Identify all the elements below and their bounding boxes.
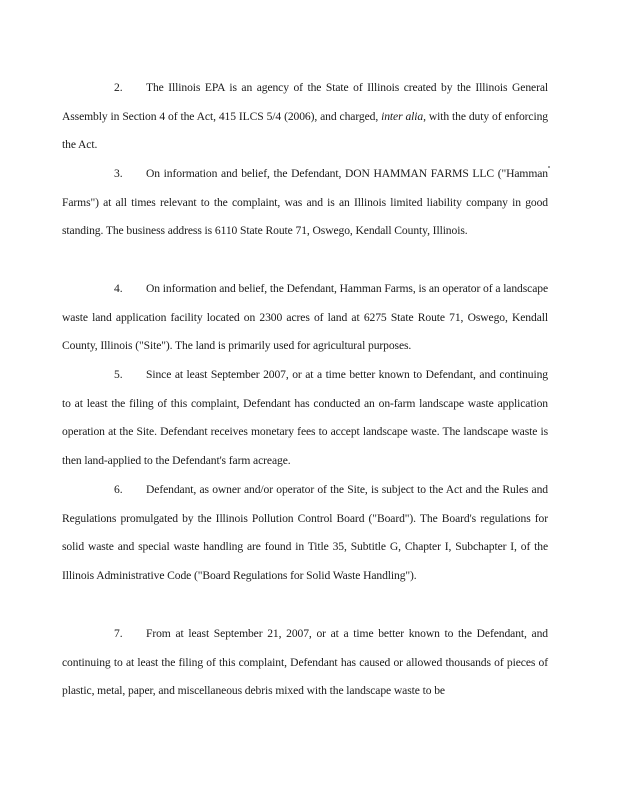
paragraph-7 — [62, 620, 548, 706]
paragraph-text: On information and belief, the Defendant, Hamman Farms, is an operator of a landscape waste land application facility located on 2300 acres of land at 6275 State Route 71, Oswego, Kendall County, Illinois ("Site"). The land is primarily used for agricultural purposes. — [62, 282, 548, 353]
paragraph-text-continued: , with the duty of enforcing the Act. — [62, 109, 548, 152]
paragraph-2 — [62, 74, 548, 160]
paragraph-number: 5. — [114, 368, 123, 381]
paragraph-3 — [62, 160, 548, 246]
paragraph-text: On information and belief, the Defendant, DON HAMMAN FARMS LLC ("Hamman Farms") at all times relevant to the complaint, was and is an Illinois limited liability company in good standing. The business address is 6110 State Route 71, Oswego, Kendall County, Illinois. — [62, 167, 548, 238]
paragraph-text: From at least September 21, 2007, or at a time better known to the Defendant, and continuing to at least the filing of this complaint, Defendant has caused or allowed thousands of pieces of plastic, metal, paper, and miscellaneous debris mixed with the landscape waste to be — [62, 627, 548, 698]
paragraph-number: 3. — [114, 167, 123, 180]
paragraph-number: 2. — [114, 81, 123, 94]
paragraph-number: 6. — [114, 483, 123, 496]
paragraph-text: The Illinois EPA is an agency of the State of Illinois created by the Illinois General Assembly in Section 4 of the Act, 415 ILCS 5/4 (2006), and charged, — [62, 81, 548, 123]
paragraph-number: 7. — [114, 627, 123, 640]
paragraph-text: Since at least September 2007, or at a time better known to Defendant, and continuing to at least the filing of this complaint, Defendant has conducted an on-farm landscape waste application operation at the Site. Defendant receives monetary fees to accept landscape waste. The landscape waste is then land-applied to the Defendant's farm acreage. — [62, 368, 548, 467]
paragraph-5 — [62, 361, 548, 475]
paragraph-text: Defendant, as owner and/or operator of the Site, is subject to the Act and the Rules and Regulations promulgated by the Illinois Pollution Control Board ("Board"). The Board's regulations for solid waste and special waste handling are found in Title 35, Subtitle G, Chapter I, Subchapter I, of the Illinois Administrative Code ("Board Regulations for Solid Waste Handling"). — [62, 483, 548, 582]
paragraph-italic-text: inter alia — [381, 109, 424, 123]
paragraph-number: 4. — [114, 282, 123, 295]
paragraph-6 — [62, 476, 548, 590]
scan-speck — [548, 166, 550, 168]
paragraph-4 — [62, 275, 548, 361]
